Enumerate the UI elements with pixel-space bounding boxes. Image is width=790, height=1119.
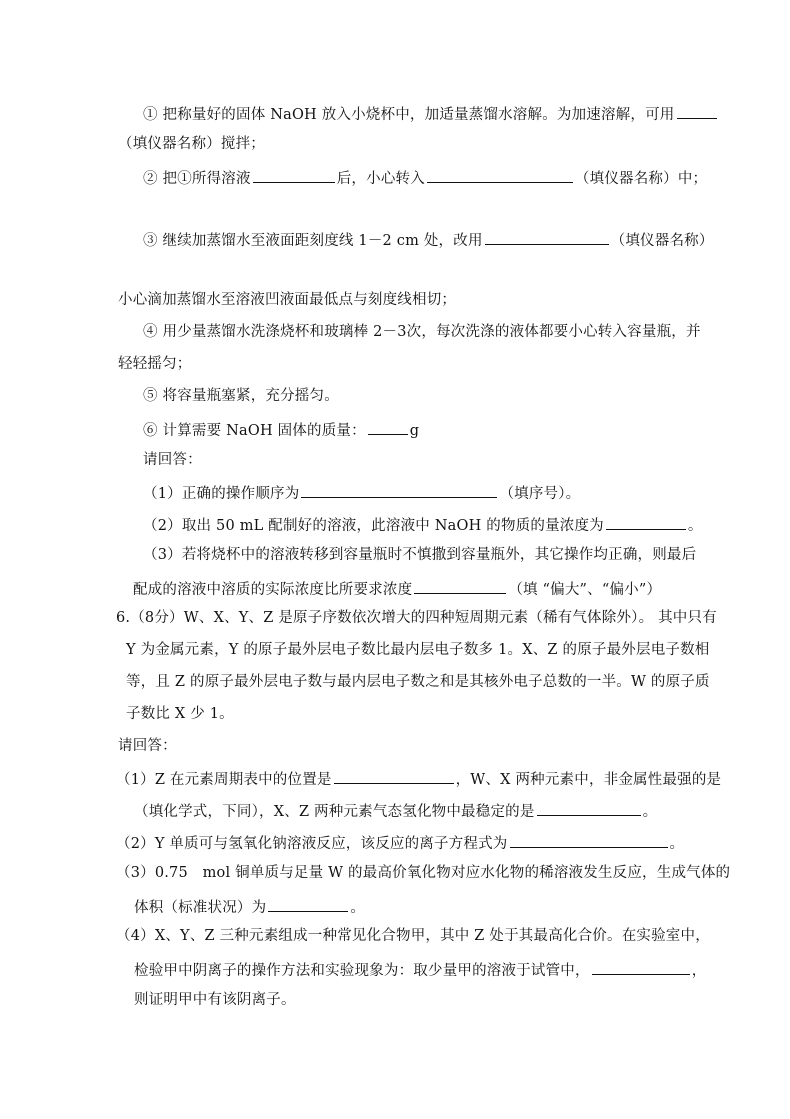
q5-answer-3-text-a: （3）若将烧杯中的溶液转移到容量瓶时不慎撒到容量瓶外，其它操作均正确，则最后 [143,547,697,563]
q6-part-1-line-2 [134,799,657,822]
q5-answer-3-text-c: （填 “偏大”、“偏小”） [508,582,662,598]
step-2-text-c: （填仪器名称）中； [574,171,708,187]
q5-answer-2-text-b: 。 [687,518,703,534]
q6-part-4-line-2 [134,958,706,981]
answer-blank-naoh-mass[interactable] [368,418,408,435]
q5-ask [143,450,202,470]
q5-answer-3-line-2 [133,577,661,600]
q6-part-1-text-a: （1）Z 在元素周期表中的位置是 [116,772,332,788]
q6-part-4-line-1 [116,926,710,946]
answer-blank-step2-action[interactable] [253,166,335,183]
q6-part-4-text-b: 检验甲中阴离子的操作方法和实验现象为：取少量甲的溶液于试管中， [134,963,590,979]
step-3-text-a: ③ 继续加蒸馏水至液面距刻度线 1－2 cm 处，改用 [143,233,483,249]
step-3-line-1 [143,228,714,251]
step-2-text-a: ② 把①所得溶液 [143,171,251,187]
answer-blank-test-method[interactable] [592,958,690,975]
step-6-text-a: ⑥ 计算需要 NaOH 固体的质量： [143,423,366,439]
step-3-line-2 [118,290,456,310]
step-1-line-2 [118,134,265,154]
q6-stem-text-1: 6.（8分）W、X、Y、Z 是原子序数依次增大的四种短周期元素（稀有气体除外）。 其中只有 [116,610,717,626]
q6-stem-text-3: 等，且 Z 的原子最外层电子数与最内层电子数之和是其核外电子总数的一半。W 的原子质 [126,674,710,690]
q6-part-3-text-c: 。 [350,900,366,916]
step-5-text: ⑤ 将容量瓶塞紧，充分摇匀。 [143,388,339,404]
q6-ask [118,736,177,756]
q6-part-2-line [116,831,684,854]
q6-stem-text-4: 子数比 X 少 1。 [126,706,234,722]
q6-part-3-line-2 [134,895,365,918]
answer-blank-gas-volume[interactable] [268,895,348,912]
q5-answer-3-line-1 [143,545,696,565]
q6-part-4-text-c: ， [691,963,707,979]
q6-part-4-text-d: 则证明甲中有该阴离子。 [134,992,296,1008]
q5-ask-text: 请回答： [143,452,202,468]
step-6-unit: g [409,423,420,439]
q6-stem-line-4 [126,704,234,724]
answer-blank-step3-instrument[interactable] [485,228,609,245]
answer-blank-step2-instrument[interactable] [427,166,573,183]
q6-stem-text-2: Y 为金属元素，Y 的原子最外层电子数比最内层电子数多 1。X、Z 的原子最外层电子数相 [126,642,710,658]
answer-blank-ionic-equation[interactable] [510,831,668,848]
q5-answer-2-text-a: （2）取出 50 mL 配制好的溶液，此溶液中 NaOH 的物质的量浓度为 [143,518,604,534]
q6-part-2-text-a: （2）Y 单质可与氢氧化钠溶液反应，该反应的离子方程式为 [116,836,508,852]
answer-blank-order[interactable] [301,481,497,498]
answer-blank-z-position[interactable] [334,767,454,784]
answer-blank-stable-hydride[interactable] [537,799,641,816]
step-1-text-cont: （填仪器名称）搅拌； [118,136,265,152]
step-4-line-2 [118,354,192,374]
step-3-text-b: （填仪器名称） [610,233,714,249]
step-4-text-a: ④ 用少量蒸馏水洗涤烧杯和玻璃棒 2－3次，每次洗涤的液体都要小心转入容量瓶，并 [143,324,701,340]
q6-part-1-text-d: 。 [642,804,658,820]
q5-answer-1-text-b: （填序号）。 [499,486,581,502]
q6-part-1-text-c: （填化学式，下同），X、Z 两种元素气态氢化物中最稳定的是 [134,804,535,820]
q6-ask-text: 请回答： [118,738,177,754]
q6-part-3-line-1 [116,863,730,883]
q6-part-2-text-b: 。 [669,836,685,852]
step-4-text-b: 轻轻摇匀； [118,356,192,372]
q6-stem-line-1 [116,608,717,628]
q6-part-1-line-1 [116,767,721,790]
step-4-line-1 [143,322,701,342]
step-2-line [143,166,707,189]
step-3-text-c: 小心滴加蒸馏水至溶液凹液面最低点与刻度线相切； [118,292,457,308]
step-1-line-1 [143,102,719,125]
answer-blank-concentration[interactable] [606,513,686,530]
answer-blank-deviation[interactable] [414,577,506,594]
q6-stem-line-3 [126,672,710,692]
q6-stem-line-2 [126,640,710,660]
answer-blank-stirring-tool[interactable] [677,102,717,119]
q5-answer-1 [143,481,580,504]
step-6-line [143,418,419,441]
q6-part-3-text-a: （3）0.75 mol 铜单质与足量 W 的最高价氧化物对应水化物的稀溶液发生反应，生成气体的 [116,865,731,881]
step-2-text-b: 后，小心转入 [336,171,425,187]
q5-answer-1-text-a: （1）正确的操作顺序为 [143,486,300,502]
q5-answer-2 [143,513,703,536]
step-1-text: ① 把称量好的固体 NaOH 放入小烧杯中，加适量蒸馏水溶解。为加速溶解，可用 [143,107,675,123]
q6-part-4-text-a: （4）X、Y、Z 三种元素组成一种常见化合物甲，其中 Z 处于其最高化合价。在实验室中， [116,928,710,944]
step-5-line [143,386,339,406]
q6-part-3-text-b: 体积（标准状况）为 [134,900,267,916]
q6-part-1-text-b: ，W、X 两种元素中，非金属性最强的是 [455,772,722,788]
q6-part-4-line-3 [134,990,296,1010]
q5-answer-3-text-b: 配成的溶液中溶质的实际浓度比所要求浓度 [133,582,413,598]
